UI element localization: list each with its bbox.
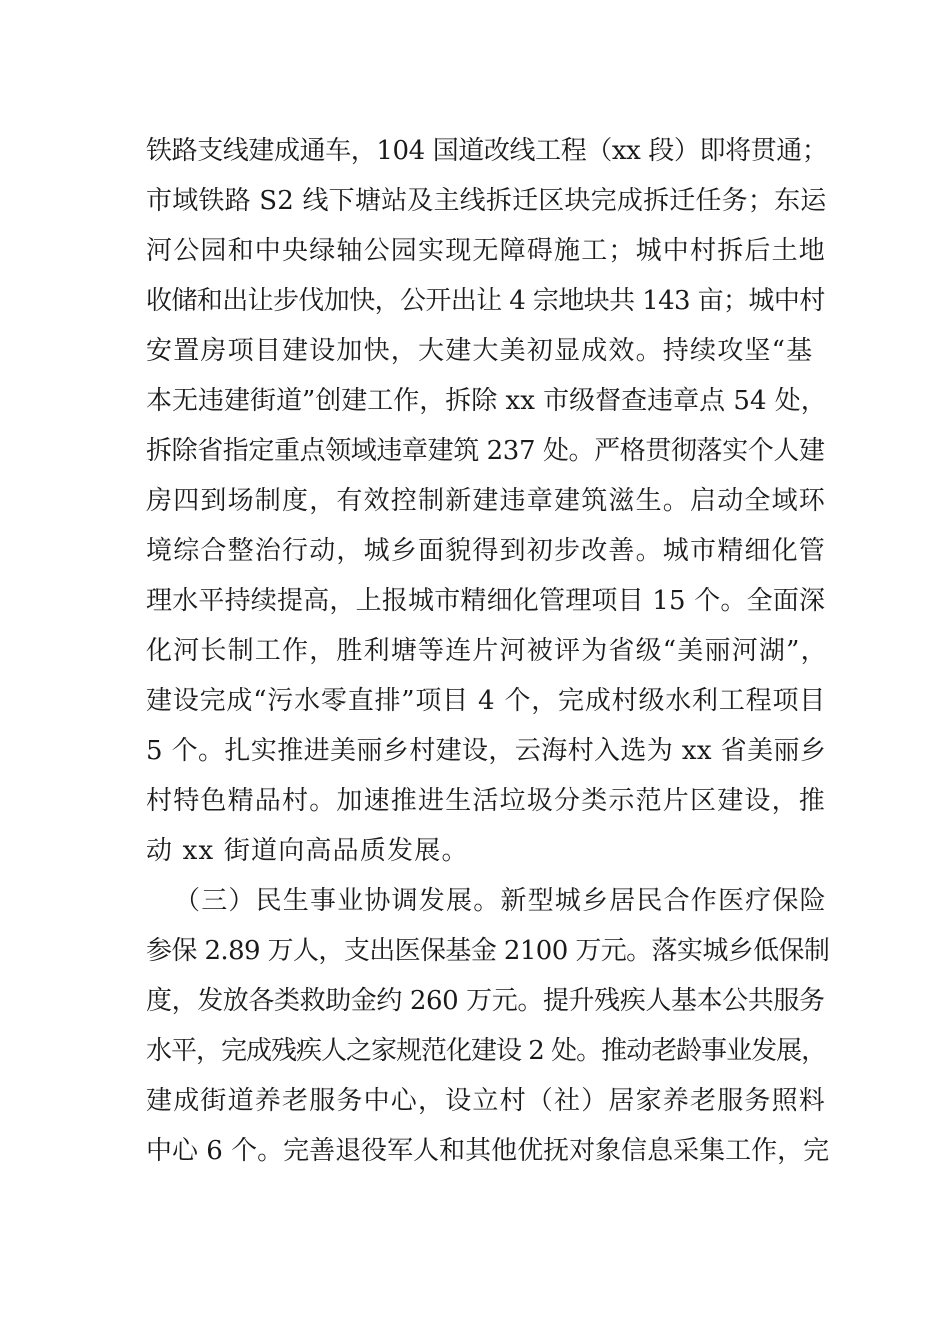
text-line: 5 个。扎实推进美丽乡村建设，云海村入选为 xx 省美丽乡 — [146, 736, 827, 766]
text-line: 本无违建街道”创建工作，拆除 xx 市级督查违章点 54 处， — [146, 386, 827, 416]
text-line: 建成街道养老服务中心，设立村（社）居家养老服务照料 — [146, 1086, 827, 1116]
text-line: 境综合整治行动，城乡面貌得到初步改善。城市精细化管 — [146, 536, 827, 566]
text-line: 化河长制工作，胜利塘等连片河被评为省级“美丽河湖”， — [146, 636, 828, 666]
text-line: 铁路支线建成通车，104 国道改线工程（xx 段）即将贯通； — [146, 136, 828, 166]
text-line: 收储和出让步伐加快，公开出让 4 宗地块共 143 亩；城中村 — [146, 286, 825, 316]
text-line: 建设完成“污水零直排”项目 4 个，完成村级水利工程项目 — [146, 686, 827, 716]
text-line: 中心 6 个。完善退役军人和其他优抚对象信息采集工作，完 — [146, 1136, 830, 1166]
text-line: 度，发放各类救助金约 260 万元。提升残疾人基本公共服务 — [146, 986, 825, 1016]
text-line: 拆除省指定重点领域违章建筑 237 处。严格贯彻落实个人建 — [146, 436, 825, 466]
text-line: 村特色精品村。加速推进生活垃圾分类示范片区建设，推 — [146, 786, 827, 816]
text-line: 理水平持续提高，上报城市精细化管理项目 15 个。全面深 — [146, 586, 826, 616]
text-line: 市域铁路 S2 线下塘站及主线拆迁区块完成拆迁任务；东运 — [146, 186, 827, 216]
text-line: 参保 2.89 万人，支出医保基金 2100 万元。落实城乡低保制 — [146, 936, 830, 966]
text-line: 安置房项目建设加快，大建大美初显成效。持续攻坚“基 — [146, 336, 814, 366]
text-line: 河公园和中央绿轴公园实现无障碍施工；城中村拆后土地 — [146, 236, 827, 266]
text-line: 水平，完成残疾人之家规范化建设 2 处。推动老龄事业发展， — [146, 1036, 827, 1066]
paragraph-heading-line: （三）民生事业协调发展。新型城乡居民合作医疗保险 — [174, 886, 827, 916]
text-line: 动 xx 街道向高品质发展。 — [146, 836, 469, 866]
text-line: 房四到场制度，有效控制新建违章建筑滋生。启动全域环 — [146, 486, 827, 516]
